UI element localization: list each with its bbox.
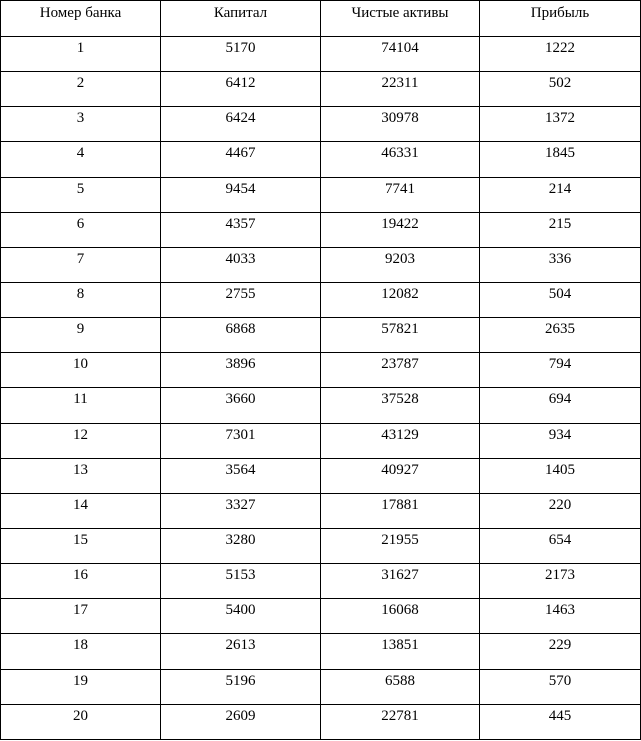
header-capital: Капитал — [161, 1, 321, 37]
table-row — [1, 282, 641, 317]
cell-net-assets: 57821 — [321, 318, 480, 353]
cell-profit: 220 — [480, 493, 641, 528]
cell-net-assets: 21955 — [321, 528, 480, 563]
header-profit: Прибыль — [480, 1, 641, 37]
table-row — [1, 212, 641, 247]
table-row — [1, 599, 641, 634]
cell-capital: 7301 — [161, 423, 321, 458]
cell-profit: 694 — [480, 388, 641, 423]
cell-net-assets: 16068 — [321, 599, 480, 634]
table-row — [1, 107, 641, 142]
cell-net-assets: 37528 — [321, 388, 480, 423]
cell-net-assets: 31627 — [321, 564, 480, 599]
cell-capital: 9454 — [161, 177, 321, 212]
cell-profit: 1463 — [480, 599, 641, 634]
cell-bank-number: 8 — [1, 282, 161, 317]
cell-profit: 445 — [480, 704, 641, 739]
cell-bank-number: 10 — [1, 353, 161, 388]
cell-bank-number: 17 — [1, 599, 161, 634]
table-row — [1, 177, 641, 212]
cell-capital: 5400 — [161, 599, 321, 634]
cell-profit: 1845 — [480, 142, 641, 177]
cell-capital: 2609 — [161, 704, 321, 739]
cell-net-assets: 13851 — [321, 634, 480, 669]
cell-capital: 3896 — [161, 353, 321, 388]
table-row — [1, 37, 641, 72]
table-row — [1, 528, 641, 563]
cell-net-assets: 22311 — [321, 72, 480, 107]
cell-bank-number: 14 — [1, 493, 161, 528]
cell-capital: 3660 — [161, 388, 321, 423]
table-row — [1, 493, 641, 528]
cell-profit: 229 — [480, 634, 641, 669]
cell-net-assets: 40927 — [321, 458, 480, 493]
cell-net-assets: 30978 — [321, 107, 480, 142]
header-bank-number: Номер банка — [1, 1, 161, 37]
cell-capital: 4033 — [161, 247, 321, 282]
table-row — [1, 704, 641, 739]
cell-profit: 2635 — [480, 318, 641, 353]
cell-net-assets: 12082 — [321, 282, 480, 317]
cell-bank-number: 1 — [1, 37, 161, 72]
cell-bank-number: 20 — [1, 704, 161, 739]
cell-bank-number: 13 — [1, 458, 161, 493]
cell-net-assets: 19422 — [321, 212, 480, 247]
cell-bank-number: 4 — [1, 142, 161, 177]
cell-bank-number: 6 — [1, 212, 161, 247]
cell-net-assets: 74104 — [321, 37, 480, 72]
cell-profit: 336 — [480, 247, 641, 282]
table-row — [1, 142, 641, 177]
cell-bank-number: 7 — [1, 247, 161, 282]
cell-capital: 3280 — [161, 528, 321, 563]
cell-bank-number: 11 — [1, 388, 161, 423]
cell-profit: 215 — [480, 212, 641, 247]
cell-net-assets: 7741 — [321, 177, 480, 212]
table-row — [1, 423, 641, 458]
cell-capital: 6412 — [161, 72, 321, 107]
cell-capital: 6868 — [161, 318, 321, 353]
table-row — [1, 72, 641, 107]
table-row — [1, 634, 641, 669]
cell-bank-number: 5 — [1, 177, 161, 212]
table-row — [1, 669, 641, 704]
cell-bank-number: 9 — [1, 318, 161, 353]
cell-bank-number: 19 — [1, 669, 161, 704]
cell-profit: 214 — [480, 177, 641, 212]
cell-bank-number: 2 — [1, 72, 161, 107]
cell-profit: 794 — [480, 353, 641, 388]
cell-capital: 5170 — [161, 37, 321, 72]
cell-bank-number: 12 — [1, 423, 161, 458]
cell-profit: 2173 — [480, 564, 641, 599]
cell-capital: 5153 — [161, 564, 321, 599]
table-row — [1, 388, 641, 423]
cell-capital: 3327 — [161, 493, 321, 528]
cell-profit: 654 — [480, 528, 641, 563]
cell-profit: 1372 — [480, 107, 641, 142]
cell-bank-number: 18 — [1, 634, 161, 669]
cell-capital: 4357 — [161, 212, 321, 247]
table-row — [1, 458, 641, 493]
cell-capital: 2613 — [161, 634, 321, 669]
table-row — [1, 247, 641, 282]
cell-capital: 4467 — [161, 142, 321, 177]
cell-capital: 3564 — [161, 458, 321, 493]
cell-profit: 1405 — [480, 458, 641, 493]
cell-profit: 504 — [480, 282, 641, 317]
cell-net-assets: 23787 — [321, 353, 480, 388]
cell-net-assets: 46331 — [321, 142, 480, 177]
cell-capital: 5196 — [161, 669, 321, 704]
cell-bank-number: 15 — [1, 528, 161, 563]
cell-bank-number: 3 — [1, 107, 161, 142]
cell-net-assets: 9203 — [321, 247, 480, 282]
cell-capital: 2755 — [161, 282, 321, 317]
header-net-assets: Чистые активы — [321, 1, 480, 37]
cell-profit: 1222 — [480, 37, 641, 72]
cell-net-assets: 22781 — [321, 704, 480, 739]
cell-bank-number: 16 — [1, 564, 161, 599]
cell-net-assets: 6588 — [321, 669, 480, 704]
cell-capital: 6424 — [161, 107, 321, 142]
cell-net-assets: 43129 — [321, 423, 480, 458]
cell-net-assets: 17881 — [321, 493, 480, 528]
table-row — [1, 564, 641, 599]
table-header-row — [1, 1, 641, 37]
cell-profit: 502 — [480, 72, 641, 107]
cell-profit: 934 — [480, 423, 641, 458]
cell-profit: 570 — [480, 669, 641, 704]
table-row — [1, 353, 641, 388]
table-body — [1, 37, 641, 740]
table-row — [1, 318, 641, 353]
